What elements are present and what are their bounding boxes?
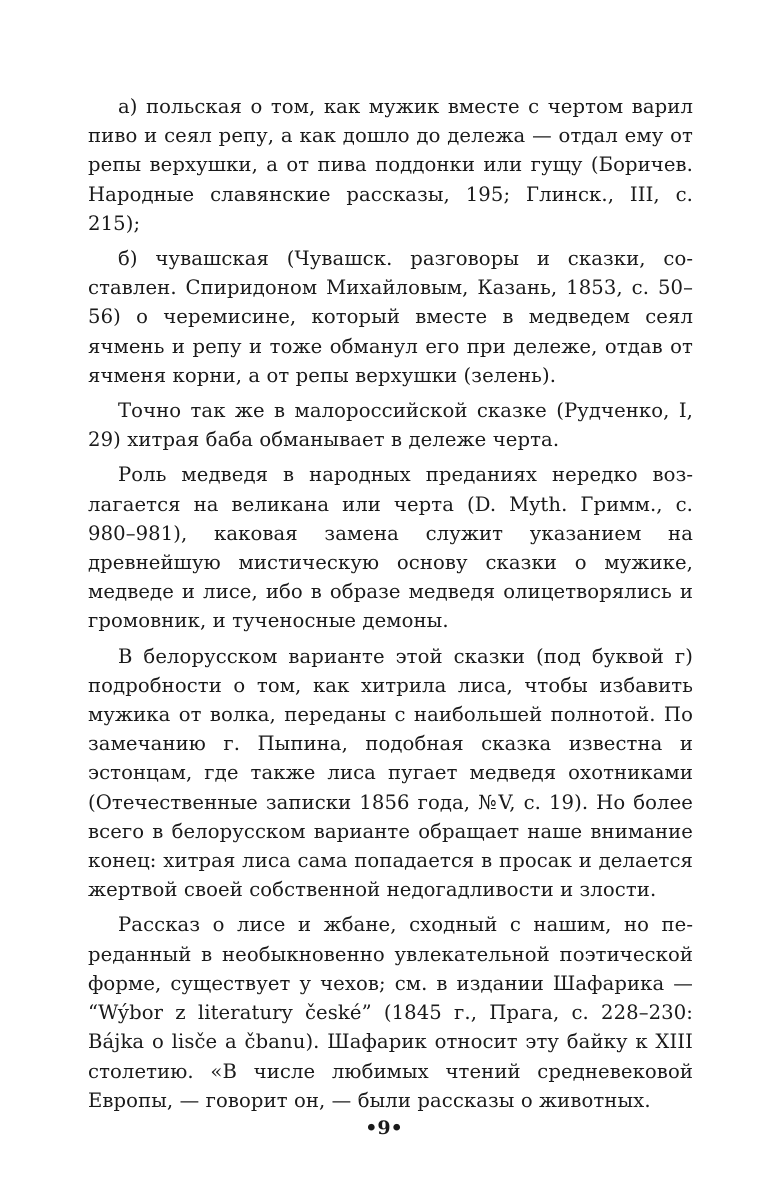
- paragraph-belarusian-variant: В белорусском варианте этой сказки (под буквой г) подробности о том, как хитрила лиса, чтобы избавить мужика от волка, переданы с наибольшей полнотой. По замечанию г. Пыпина, подобная сказка известна и эстонцам, где также лиса пугает медведя охотниками (Отечественные записки 1856 года, №V, с. 19). Но более всего в белорусском варианте обращает наше внимание конец: хитрая лиса сама попадается в просак и делается жертвой своей собственной недогадливости и злости.: [88, 644, 693, 902]
- document-body: [88, 92, 693, 1115]
- paragraph-polish-tale: а) польская о том, как мужик вместе с чертом варил пиво и сеял репу, а как дошло до дележа — отдал ему от репы верхушки, а от пива поддонки или гущу (Боричев. Народные славянские рассказы, 195; Глинск., III, с. 215);: [88, 95, 693, 235]
- paragraph-fox-and-jug: Рассказ о лисе и жбане, сходный с нашим, но переданный в необыкновенно увлекательной поэтической форме, существует у чехов; см. в издании Шафарика — “Wýbor z literatury české” (1845 г., Прага, с. 228–230: Bájka o lisče a čbanu). Шафарик относит эту байку к XIII столетию. «В числе любимых чтений средневековой Европы, — говорит он, — были рассказы о животных.: [88, 913, 693, 1112]
- paragraph-chuvash-tale: б) чувашская (Чувашск. разговоры и сказки, составлен. Спиридоном Михайловым, Казань, 1853, с. 50–56) о черемисине, который вместе в медведем сеял ячмень и репу и тоже обманул его при дележе, отдав от ячменя корни, а от репы верхушки (зелень).: [88, 247, 693, 387]
- page-number: •9•: [365, 1117, 403, 1139]
- paragraph-bear-role: Роль медведя в народных преданиях нередко возлагается на великана или черта (D. Myth. Гримм., с. 980–981), каковая замена служит указанием на древнейшую мистическую основу сказки о мужике, медведе и лисе, ибо в образе медведя олицетворялись и громовник, и тученосные демоны.: [88, 463, 693, 633]
- paragraph-little-russian-tale: Точно так же в малороссийской сказке (Рудченко, I, 29) хитрая баба обманывает в дележе черта.: [88, 399, 693, 452]
